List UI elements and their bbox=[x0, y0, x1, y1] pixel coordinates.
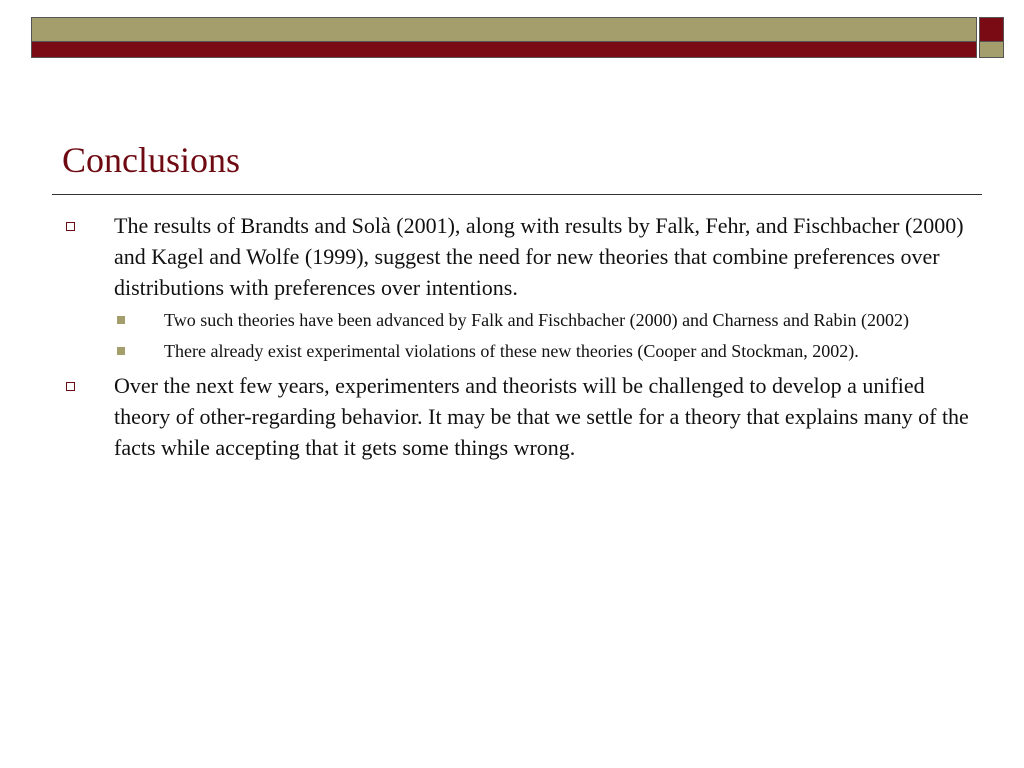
slide-body bbox=[62, 210, 972, 467]
sub-bullet-text: Two such theories have been advanced by Falk and Fischbacher (2000) and Charness and Rabin (2002) bbox=[164, 310, 910, 330]
header-band-olive bbox=[31, 17, 977, 42]
bullet-item bbox=[62, 370, 972, 463]
filled-square-bullet-icon bbox=[117, 347, 125, 355]
sub-bullet-text: There already exist experimental violations of these new theories (Cooper and Stockman, 2002). bbox=[164, 341, 859, 361]
hollow-square-bullet-icon bbox=[66, 222, 75, 231]
title-divider bbox=[52, 194, 982, 195]
header-square-olive bbox=[979, 42, 1004, 58]
header-band-red bbox=[31, 42, 977, 58]
sub-bullet-item bbox=[62, 338, 972, 365]
filled-square-bullet-icon bbox=[117, 316, 125, 324]
sub-bullet-item bbox=[62, 307, 972, 334]
bullet-item bbox=[62, 210, 972, 303]
sub-bullet-list bbox=[62, 307, 972, 365]
header-square-red bbox=[979, 17, 1004, 42]
slide-title: Conclusions bbox=[62, 140, 241, 180]
bullet-text: Over the next few years, experimenters and theorists will be challenged to develop a unified theory of other-regarding behavior. It may be that we settle for a theory that explains many of the facts while accepting that it gets some things wrong. bbox=[114, 373, 969, 460]
bullet-text: The results of Brandts and Solà (2001), along with results by Falk, Fehr, and Fischbacher (2000) and Kagel and Wolfe (1999), suggest the need for new theories that combine preferences over distributions with preferences over intentions. bbox=[114, 213, 964, 300]
hollow-square-bullet-icon bbox=[66, 382, 75, 391]
